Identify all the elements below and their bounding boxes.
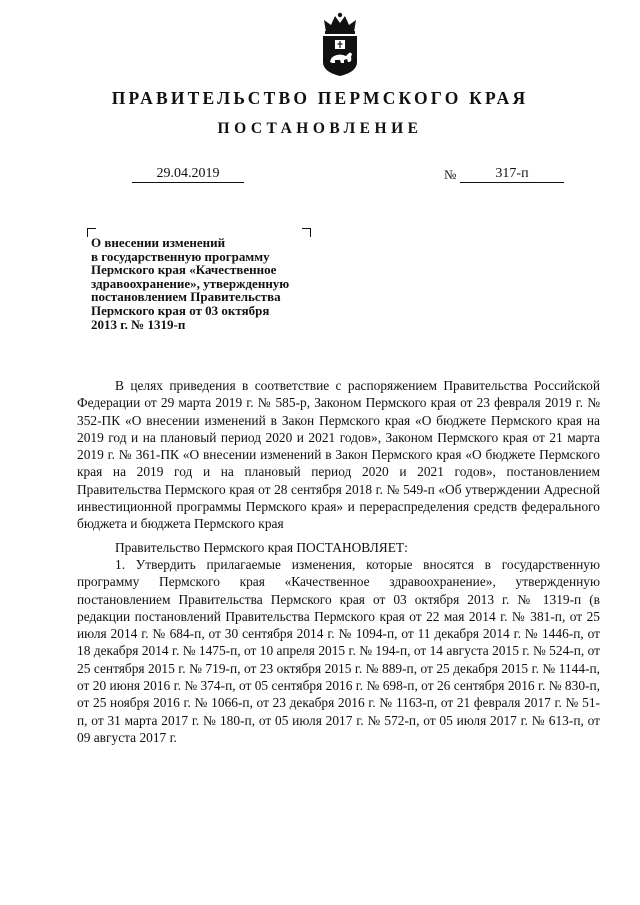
- coat-of-arms-icon: [318, 12, 362, 78]
- subject-line: в государственную программу: [91, 248, 270, 264]
- document-subject: [91, 236, 331, 331]
- document-type-title: ПОСТАНОВЛЕНИЕ: [217, 120, 423, 137]
- subject-line: 2013 г. № 1319-п: [91, 316, 186, 332]
- item-1-paragraph: 1. Утвердить прилагаемые изменения, которые вносятся в государственную программу Пермского края «Качественное здравоохранение», утвержденную постановлением Правительства Пермского края от 03 октября 2013 г. № 1319-п (в редакции постановлений Правительства Пермского края от 22 мая 2014 г. № 381-п, от 25 июля 2014 г. № 684-п, от 30 сентября 2014 г. № 1094-п, от 11 декабря 2014 г. № 1446-п, от 18 декабря 2014 г. № 1475-п, от 10 апреля 2015 г. № 194-п, от 14 августа 2015 г. № 524-п, от 25 сентября 2015 г. № 719-п, от 23 октября 2015 г. № 889-п, от 25 декабря 2015 г. № 1144-п, от 20 июня 2016 г. № 374-п, от 05 сентября 2016 г. № 698-п, от 26 сентября 2016 г. № 830-п, от 25 ноября 2016 г. № 1066-п, от 23 декабря 2016 г. № 1163-п, от 21 февраля 2017 г. № 51-п, от 31 марта 2017 г. № 180-п, от 05 июля 2017 г. № 572-п, от 05 июля 2017 г. № 613-п, от 09 августа 2017 г.: [77, 556, 600, 745]
- subject-line: О внесении изменений: [91, 235, 226, 250]
- subject-line: Пермского края «Качественное: [91, 262, 277, 278]
- organization-title: ПРАВИТЕЛЬСТВО ПЕРМСКОГО КРАЯ: [111, 88, 529, 108]
- number-sign: №: [444, 167, 457, 182]
- subject-line: Пермского края от 03 октября: [91, 302, 270, 318]
- subject-line: здравоохранение», утвержденную: [91, 275, 290, 291]
- resolution-paragraph: Правительство Пермского края ПОСТАНОВЛЯЕТ:: [115, 539, 408, 555]
- document-body: [77, 377, 600, 746]
- subject-line: постановлением Правительства: [91, 289, 281, 305]
- preamble-paragraph: В целях приведения в соответствие с распоряжением Правительства Российской Федерации от 29 марта 2019 г. № 585-р, Законом Пермского края от 23 февраля 2019 г. № 352-ПК «О внесении изменений в Закон Пермского края «О бюджете Пермского края на 2019 год и на плановый период 2020 и 2021 годов», Законом Пермского края от 21 марта 2019 г. № 361-ПК «О внесении изменений в Закон Пермского края «О бюджете Пермского края на 2019 год и на плановый период 2020 и 2021 годов», постановлением Правительства Пермского края от 28 сентября 2018 г. № 549-п «Об утверждении Адресной инвестиционной программы Пермского края» и перераспределения средств федерального бюджета и бюджета Пермского края: [77, 378, 600, 532]
- document-number: 317-п: [460, 165, 564, 183]
- document-date: 29.04.2019: [132, 165, 244, 183]
